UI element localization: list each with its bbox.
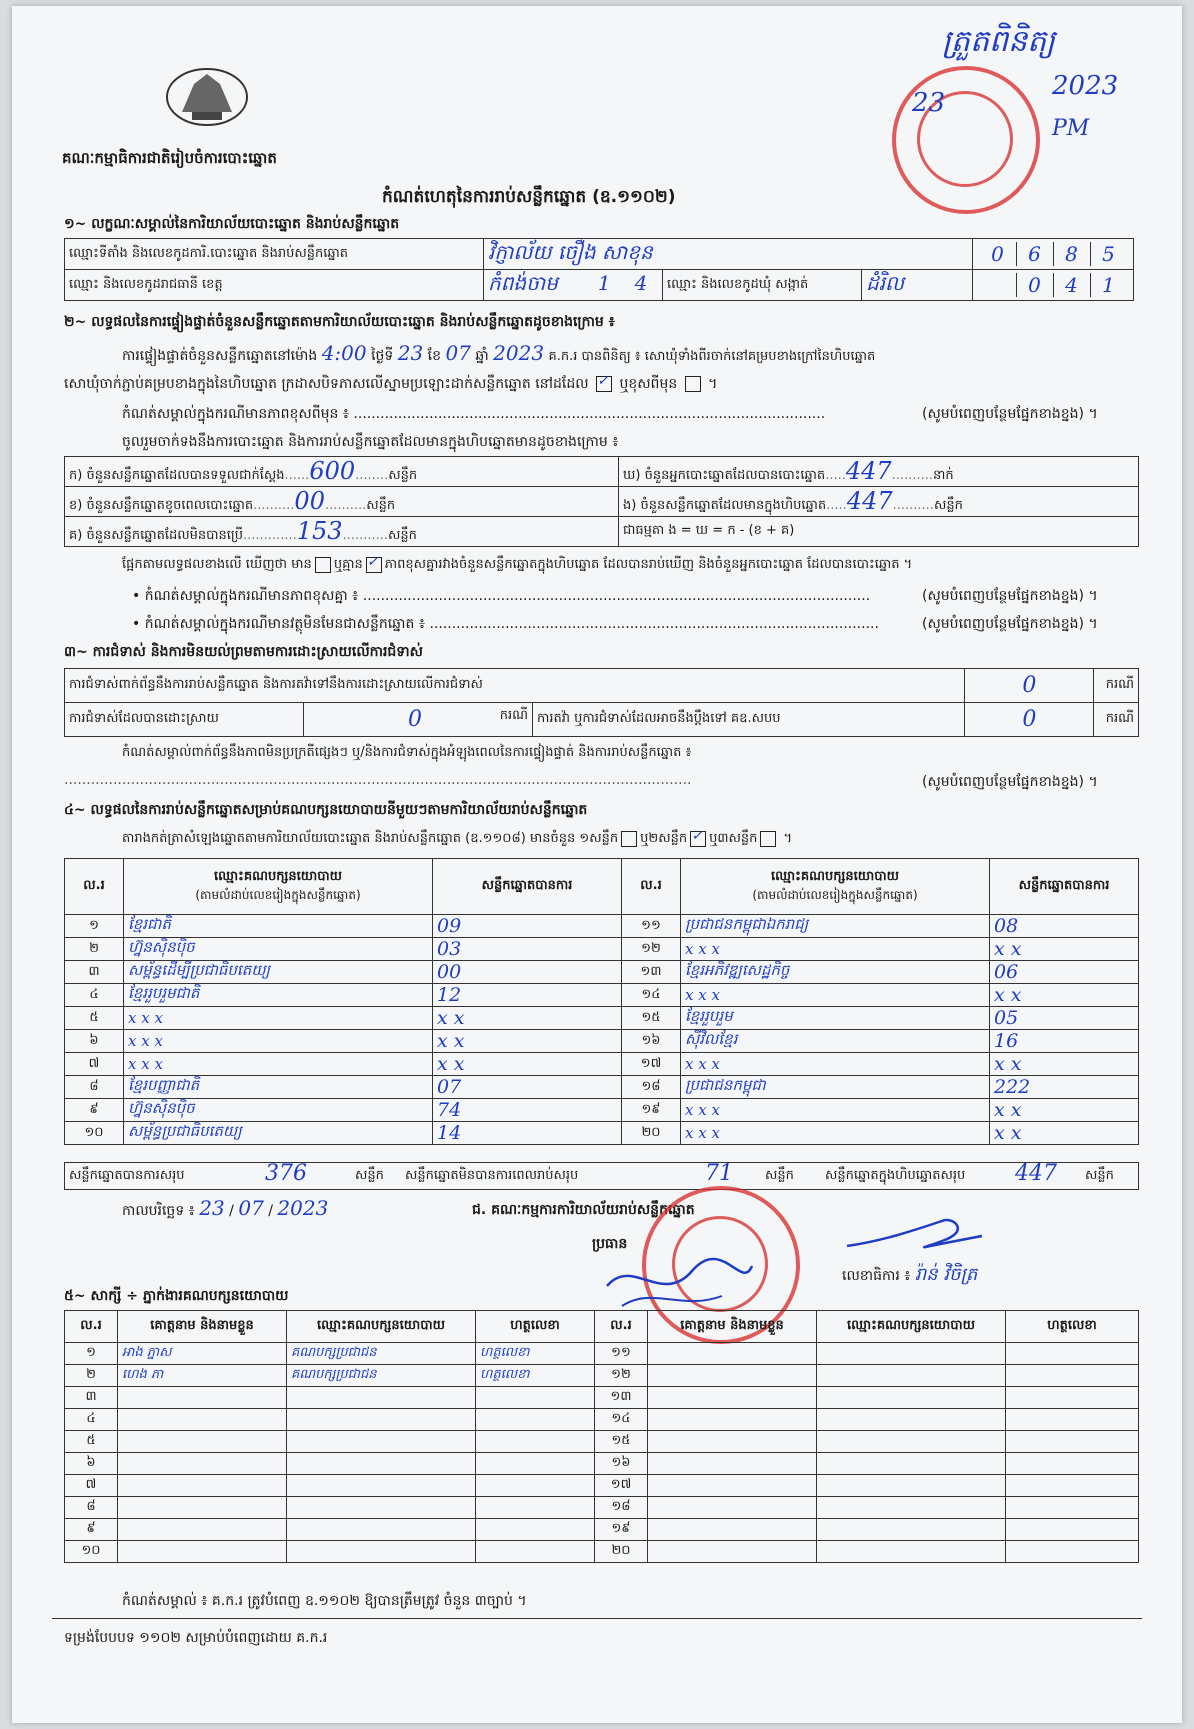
party-name: ខ្មែរជាតិ [128,915,171,933]
received-value: 600 [309,457,356,485]
form-label: ទម្រង់បែបបទ ១១០២ សម្រាប់បំពេញដោយ គ.ក.រ [64,1630,328,1646]
witness-number: ៧ [85,1477,97,1492]
witness-number: ១៣ [610,1389,632,1404]
seal-status-line: សោឃុំចាក់ភ្ជាប់គម្របខាងក្នុងនៃហិបឆ្នោត ក្រដាសបិទភាសលើស្នាមប្រឡោះដាក់សន្លឹកឆ្នោត នៅដដែល ✓ ឬខុសពីមុន ។ [64,373,718,392]
witness-row [65,1519,1139,1541]
witness-row [65,1431,1139,1453]
party-name: ខ្មែរបញ្ញាជាតិ [128,1076,200,1094]
section4-heading: ៤~ លទ្ធផលនៃការរាប់សន្លឹកឆ្នោតសម្រាប់គណបក្សនយោបាយនីមួយៗតាមការិយាល័យរាប់សន្លឹកឆ្នោត [64,802,588,818]
comparison-line: ផ្អែកតាមលទ្ធផលខាងលើ ឃើញថា មាន ឬគ្មាន ✓ ភាពខុសគ្នារវាងចំនួនសន្លឹកឆ្នោតក្នុងហិបឆ្នោត ដែលបានរាប់ឃើញ និងចំនួនអ្នកបោះឆ្នោត ដែលបានបោះឆ្នោត ។ [122,553,913,572]
spoiled-value: 00 [294,487,325,515]
ballot-count-table: ក) ចំនួនសន្លឹកឆ្នោតដែលបានទទួលជាក់ស្តែង......600........សន្លឹក ឃ) ចំនួនអ្នកបោះឆ្នោតដែលបានបោះឆ្នោត.....447..........នាក់ ខ) ចំនួនសន្លឹកឆ្នោតខូចពេលបោះឆ្នោត..........00..........សន្លឹក ង) ចំនួនសន្លឹកឆ្នោតដែលមានក្នុងហិបឆ្នោត.....447..........សន្លឹក គ) ចំនួនសន្លឹកឆ្នោតដែលមិនបានប្រើ.............153...........សន្លឹក ជាធម្មតា ង = ឃ = ក - (ខ + គ) [64,456,1139,547]
party-number: ៨ [89,1078,99,1094]
witness-row [65,1365,1139,1387]
review-mark: ត្រួតពិនិត្យ [942,24,1056,59]
witness-signature: ហត្ថលេខា [480,1345,530,1360]
section2-heading: ២~ លទ្ធផលនៃការផ្ទៀងផ្ទាត់ចំនួនសន្លឹកឆ្នោតតាមការិយាល័យបោះឆ្នោត និងរាប់សន្លឹកឆ្នោតដូចខាងក្រោម ៖ [64,314,615,330]
witness-number: ៦ [86,1455,96,1470]
results-row [65,984,1139,1007]
angkor-emblem-icon [162,62,252,132]
review-day: 23 [912,88,946,118]
results-table: ល.រ ឈ្មោះគណបក្សនយោបាយ (តាមលំដាប់លេខរៀងក្នុងសន្លឹកឆ្នោត) សន្លឹកឆ្នោតបានការ ល.រ ឈ្មោះគណបក្សនយោបាយ (តាមលំដាប់លេខរៀងក្នុងសន្លឹកឆ្នោត) សន្លឹកឆ្នោតបានការ ១ ខ្មែរជាតិ 09 ១១ ប្រជាជនកម្ពុជាឯករាជ្យ 08 ២ ហ្វ៊ុនស៊ិនប៉ិច 03 ១២ x x x x x ៣ សម្ព័ន្ធដើម្បីប្រជាធិបតេយ្យ 00 ១៣ ខ្មែរអភិវឌ្ឍសេដ្ឋកិច្ច 06 ៤ ខ្មែររួបរួមជាតិ 12 ១៤ x x x x x ៥ x x x x x ១៥ ខ្មែររួបរួម 05 ៦ x x x x x ១៦ ស៊ីវិលខ្មែរ 16 ៧ x x x x x ១៧ x x x x x ៨ ខ្មែរបញ្ញាជាតិ 07 ១៨ ប្រជាជនកម្ពុជា 222 ៩ ហ្វ៊ុនស៊ិនប៉ិច 74 ១៩ x x x x x ១០ សម្ព័ន្ធប្រជាធិបតេយ្យ 14 ២០ x x x x x [64,858,1139,1145]
witness-row [65,1541,1139,1563]
spoiled-label: ខ) ចំនួនសន្លឹកឆ្នោតខូចពេលបោះឆ្នោត [69,498,254,513]
party-name: ប្រជាជនកម្ពុជាឯករាជ្យ [685,915,809,933]
results-row [65,1007,1139,1030]
party-votes: 12 [437,984,462,1006]
review-year: 2023 [1052,71,1119,101]
witness-number: ៩ [86,1521,96,1536]
witness-number: ២០ [611,1543,631,1558]
party-name: x x x [128,1055,163,1073]
irregularity-dots: ............................................................................................................................................. [64,772,692,788]
witness-number: ៣ [85,1389,97,1404]
results-row [65,1053,1139,1076]
secretary-line: លេខាធិការ ៖ រ៉ាន់ វិចិត្រ [842,1264,978,1285]
witness-number: ១៤ [611,1411,631,1426]
province-label: ឈ្មោះ និងលេខកូដរាជធានី ខេត្ត [65,270,484,301]
location-label: ឈ្មោះទីតាំង និងលេខកូដការិ.បោះឆ្នោត និងរាប់សន្លឹកឆ្នោត [65,239,484,270]
party-votes: 222 [994,1076,1031,1098]
party-name: ខ្មែររួបរួមជាតិ [128,984,200,1002]
resolved-value: 0 [408,707,422,732]
section1-heading: ១~ លក្ខណៈសម្គាល់នៃការិយាល័យបោះឆ្នោត និងរាប់សន្លឹកឆ្នោត [64,216,400,232]
appeal-value: 0 [1022,707,1037,732]
footer-note: កំណត់សម្គាល់ ៖ គ.ក.រ ត្រូវបំពេញ ឧ.១១០២ ឱ្យបានត្រឹមត្រូវ ចំនួន ៣ច្បាប់ ។ [122,1593,527,1609]
party-votes: 74 [437,1099,462,1121]
witness-row [65,1343,1139,1365]
review-pm: PM [1052,116,1090,141]
section5-heading: ៥~ សាក្សី ÷ ភ្នាក់ងារគណបក្សនយោបាយ [64,1288,289,1304]
party-votes: 06 [994,961,1019,983]
party-number: ១៩ [641,1101,661,1117]
party-votes: 03 [437,938,462,960]
totals-row: សន្លឹកឆ្នោតបានការសរុប 376 សន្លឹក សន្លឹកឆ្នោតមិនបានការពេលរាប់សរុប 71 សន្លឹក សន្លឹកឆ្នោតក្នុងហិបឆ្នោតសរុប 447 សន្លឹក [64,1162,1139,1190]
results-row [65,1030,1139,1053]
inbox-label: ង) ចំនួនសន្លឹកឆ្នោតដែលមានក្នុងហិបឆ្នោត [623,498,827,513]
party-name: x x x [128,1032,163,1050]
witness-number: ១៨ [611,1499,631,1514]
no-diff-checkbox[interactable]: ✓ [366,557,382,573]
fill-more-3: (សូមបំពេញបន្ថែមផ្នែកខាងខ្នង) ។ [922,616,1098,632]
document-page [12,6,1182,1723]
party-name: សម្ព័ន្ធប្រជាធិបតេយ្យ [128,1122,242,1140]
party-number: ១ [89,917,99,933]
resolved-label: ការជំទាស់ដែលបានដោះស្រាយ [65,703,304,737]
party-number: ១២ [641,940,661,956]
party-number: ៧ [88,1055,100,1071]
witness-signature: ហត្ថលេខា [480,1367,530,1382]
party-votes: 05 [994,1007,1019,1029]
party-votes: 00 [437,961,462,983]
party-number: ១៦ [641,1032,661,1048]
fill-more-2: (សូមបំពេញបន្ថែមផ្នែកខាងខ្នង) ។ [922,588,1098,604]
verify-time: 4:00 [321,341,367,365]
party-votes: 07 [437,1076,462,1098]
witness-number: ១៥ [611,1433,631,1448]
witness-party: គណបក្សប្រជាជន [291,1345,377,1360]
party-name: x x x [685,940,720,958]
irregularity-note: កំណត់សម្គាល់ពាក់ព័ន្ធនឹងភាពមិនប្រក្រតីផ្សេងៗ ឬ/និងការជំទាស់ក្នុងអំឡុងពេលនៃការផ្ទៀងផ្ទាត់ និងការរាប់សន្លឹកឆ្នោត ៖ [122,745,692,760]
chair-label: ប្រធាន [592,1236,628,1252]
party-name: x x x [685,1101,720,1119]
party-number: ១៣ [640,963,662,979]
party-number: ១០ [84,1124,104,1140]
witness-number: ៨ [86,1499,96,1514]
party-number: ៤ [89,986,99,1002]
objection-table: ការជំទាស់ពាក់ព័ន្ធនឹងការរាប់សន្លឹកឆ្នោត និងការតវ៉ាទៅនឹងការដោះស្រាយលើការជំទាស់ 0 ករណី ការជំទាស់ដែលបានដោះស្រាយ 0 ករណី ការតវ៉ា ឬការជំទាស់ដែលអាចនឹងប្តឹងទៅ គឧ.សបប 0 ករណី [64,668,1139,737]
witness-party: គណបក្សប្រជាជន [291,1367,377,1382]
appeal-label: ការតវ៉ា ឬការជំទាស់ដែលអាចនឹងប្តឹងទៅ គឧ.សបប [533,703,965,737]
witness-number: ១៩ [611,1521,631,1536]
inbox-value: 447 [846,487,893,515]
party-name: ហ្វ៊ុនស៊ិនប៉ិច [128,938,195,956]
secretary-signature-icon [842,1211,992,1261]
tally-intro: តារាងកត់ត្រាសំឡេងឆ្នោតតាមការិយាល័យបោះឆ្នោត និងរាប់សន្លឹកឆ្នោត (ឧ.១១០៨) មានចំនួន ១សន្លឹក ឬ២សន្លឹក ✓ ឬ៣សន្លឹក ។ [122,827,793,846]
witness-number: ២ [86,1367,96,1382]
has-diff-checkbox[interactable] [315,557,331,573]
party-number: ៥ [89,1009,99,1025]
note-prev-line: កំណត់សម្គាល់ក្នុងករណីមានភាពខុសពីមុន ៖ .......................................................................................................... [122,406,826,422]
party-votes: 16 [994,1030,1019,1052]
witness-number: ១ [86,1345,96,1360]
fill-more-4: (សូមបំពេញបន្ថែមផ្នែកខាងខ្នង) ។ [922,774,1098,790]
party-votes: x x [994,938,1022,960]
party-number: ៩ [89,1101,99,1117]
commune-label: ឈ្មោះ និងលេខកូដឃុំ សង្កាត់ [663,270,862,301]
witness-row [65,1497,1139,1519]
party-number: ៣ [88,963,100,979]
received-label: ក) ចំនួនសន្លឹកឆ្នោតដែលបានទទួលជាក់ស្តែង [69,468,285,483]
section3-heading: ៣~ ការជំទាស់ និងការមិនយល់ព្រមតាមការដោះស្រាយលើការជំទាស់ [64,644,423,660]
party-name: ប្រជាជនកម្ពុជា [685,1076,766,1094]
voters-value: 447 [845,457,892,485]
total-in-box: 447 [1015,1161,1057,1186]
witness-number: ១២ [611,1367,631,1382]
witness-row [65,1387,1139,1409]
total-valid: 376 [265,1161,307,1186]
party-number: ២០ [641,1124,661,1140]
witness-number: ១៧ [610,1477,632,1492]
party-name: ខ្មែររួបរួម [685,1007,733,1025]
party-votes: x x [994,984,1022,1006]
party-number: ២ [89,940,99,956]
section1-table: ឈ្មោះទីតាំង និងលេខកូដការិ.បោះឆ្នោត និងរាប់សន្លឹកឆ្នោត វិក្ញាល័យ ចឿង សាខុន 0 6 8 5 ឈ្មោះ និងលេខកូដរាជធានី ខេត្ត កំពង់ចាម 1 4 ឈ្មោះ និងលេខកូដឃុំ សង្កាត់ ដំរិល 0 4 1 [64,238,1134,301]
witness-row [65,1475,1139,1497]
verify-month: 07 [445,341,471,365]
secretary-name: រ៉ាន់ វិចិត្រ [914,1264,978,1285]
results-row [65,938,1139,961]
party-name: ខ្មែរអភិវឌ្ឍសេដ្ឋកិច្ច [685,961,790,979]
witness-number: ៤ [86,1411,96,1426]
party-votes: x x [994,1099,1022,1121]
party-name: សម្ព័ន្ធដើម្បីប្រជាធិបតេយ្យ [128,961,270,979]
results-row [65,1076,1139,1099]
results-row [65,915,1139,938]
witness-name: អាង ភ្នាស [122,1345,172,1360]
unused-value: 153 [296,517,343,545]
party-number: ១៥ [641,1009,661,1025]
party-name: x x x [685,1124,720,1142]
verification-line: ការផ្ទៀងផ្ទាត់ចំនួនសន្លឹកឆ្នោតនៅម៉ោង 4:00 ថ្ងៃទី 23 ខែ 07 ឆ្នាំ 2023 គ.ក.រ បានពិនិត្យ ៖ សោឃុំទាំងពីរចាក់នៅគម្របខាងក្រៅនៃហិបឆ្នោត [122,341,876,365]
objection-value: 0 [1022,673,1037,698]
location-code: 0 6 8 5 [973,239,1134,270]
chair-signature-icon [602,1246,762,1316]
party-votes: 09 [437,915,462,937]
witness-row [65,1409,1139,1431]
fill-more-1: (សូមបំពេញបន្ថែមផ្នែកខាងខ្នង) ។ [922,406,1098,422]
date-day: 23 [199,1196,225,1220]
party-number: ១៧ [640,1055,662,1071]
commune-value: ដំរិល [866,271,905,295]
witness-number: ១០ [81,1543,101,1558]
party-votes: x x [437,1053,465,1075]
party-votes: x x [437,1030,465,1052]
participation-line: ចូលរួមចាក់ទងនឹងការបោះឆ្នោត និងការរាប់សន្លឹកឆ្នោតដែលមានក្នុងហិបឆ្នោតមានដូចខាងក្រោម ៖ [122,434,619,450]
province-value: កំពង់ចាម [488,271,558,295]
footer-divider [52,1618,1142,1619]
party-votes: 14 [437,1122,462,1144]
party-name: ហ្វ៊ុនស៊ិនប៉ិច [128,1099,195,1117]
changed-checkbox[interactable] [685,376,701,392]
results-row [65,1099,1139,1122]
formula: ជាធម្មតា ង = ឃ = ក - (ខ + គ) [619,517,1139,547]
party-votes: x x [437,1007,465,1029]
party-name: ស៊ីវិលខ្មែរ [685,1030,738,1048]
unused-label: គ) ចំនួនសន្លឹកឆ្នោតដែលមិនបានប្រើ [69,528,243,543]
witness-table: ល.រ គោត្តនាម និងនាមខ្លួន ឈ្មោះគណបក្សនយោបាយ ហត្ថលេខា ល.រ គោត្តនាម និងនាមខ្លួន ឈ្មោះគណបក្សនយោបាយ ហត្ថលេខា ១ អាង ភ្នាស គណបក្សប្រជាជន ហត្ថលេខា ១១ ២ ហេង ភា គណបក្សប្រជាជន ហត្ថលេខា ១២ ៣ ១៣ ៤ ១៤ ៥ ១៥ ៦ ១៦ ៧ ១៧ ៨ ១៨ ៩ ១៩ ១០ ២០ [64,1310,1139,1563]
party-number: ១៤ [641,986,661,1002]
results-row [65,1122,1139,1145]
same-checkbox[interactable]: ✓ [596,376,612,392]
objection-label: ការជំទាស់ពាក់ព័ន្ធនឹងការរាប់សន្លឹកឆ្នោត និងការតវ៉ាទៅនឹងការដោះស្រាយលើការជំទាស់ [65,669,965,703]
total-invalid: 71 [705,1161,733,1186]
party-number: ៦ [89,1032,99,1048]
note-diff-line: • កំណត់សម្គាល់ក្នុងករណីមានភាពខុសគ្នា ៖ .................................................................................................................. [132,588,871,604]
commune-code: 0 4 1 [973,270,1134,301]
committee-name: គណៈកម្មាធិការជាតិរៀបចំការបោះឆ្នោត [62,149,277,167]
party-number: ១១ [641,917,661,933]
date-line: កាលបរិច្ឆេទ ៖ 23 / 07 / 2023 [122,1196,329,1220]
form-title: កំណត់ហេតុនៃការរាប់សន្លឹកឆ្នោត (ឧ.១១០២) [382,187,676,207]
location-value: វិក្ញាល័យ ចឿង សាខុន [488,240,653,264]
verify-year: 2023 [493,341,545,365]
witness-row [65,1453,1139,1475]
party-votes: x x [994,1122,1022,1144]
party-name: x x x [685,1055,720,1073]
date-year: 2023 [277,1196,329,1220]
party-name: x x x [128,1009,163,1027]
province-code: 1 [597,271,611,295]
witness-number: ១១ [611,1345,631,1360]
voters-label: ឃ) ចំនួនអ្នកបោះឆ្នោតដែលបានបោះឆ្នោត [623,468,826,483]
party-name: x x x [685,986,720,1004]
witness-number: ១៦ [611,1455,631,1470]
verify-day: 23 [397,341,424,365]
note-abnormal-line: • កំណត់សម្គាល់ក្នុងករណីមានវត្ថុមិនមែនជាសន្លឹកឆ្នោត ៖ ..................................................................................................... [132,616,879,632]
party-votes: x x [994,1053,1022,1075]
results-row [65,961,1139,984]
date-month: 07 [238,1196,264,1220]
counting-committee: ជ. គណៈកម្មការការិយាល័យរាប់សន្លឹកឆ្នោត [472,1202,695,1218]
party-votes: 08 [994,915,1019,937]
witness-number: ៥ [86,1433,96,1448]
party-number: ១៨ [641,1078,661,1094]
witness-name: ហេង ភា [122,1367,164,1382]
